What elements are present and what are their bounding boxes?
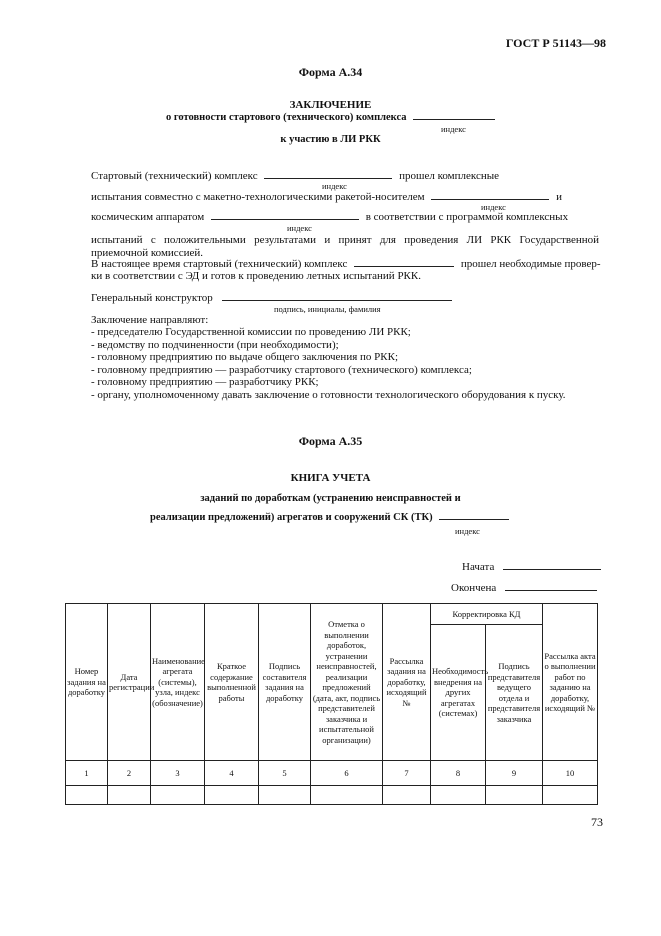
distribution-item: - головному предприятию — разработчику стартового (технического) комплекса; (91, 363, 472, 376)
table-cell[interactable] (66, 786, 108, 805)
p2-line: испытания совместно с макетно-технологическими ракетой-носителем и (91, 191, 562, 203)
table-cell[interactable] (259, 786, 311, 805)
distribution-list (91, 326, 566, 401)
started-line: Начата (462, 561, 601, 574)
p5-continued: ки в соответствии с ЭД и готов к проведению летных испытаний РКК. (91, 270, 421, 282)
standard-code: ГОСТ Р 51143—98 (505, 36, 606, 50)
chief-designer-line: Генеральный конструктор (91, 292, 452, 305)
form-34-title: Форма А.34 (298, 65, 363, 79)
distribution-item: - председателю Государственной комиссии по проведению ЛИ РКК; (91, 326, 411, 338)
col-header-work-summary: Краткое содержание выполненной работы (205, 604, 259, 761)
col-header-implementation-need: Необходимость внедрения на других агрегатах (системах) (431, 625, 486, 761)
col-number: 10 (543, 761, 598, 786)
complex-index-blank[interactable] (264, 178, 392, 179)
index-blank[interactable] (439, 519, 509, 520)
p4-text: испытаний с положительными результатами и принят для проведения ЛИ РКК Государственной приемочной комиссией. (91, 234, 599, 259)
distribution-item: - органу, уполномоченному давать заключение о готовности технологического оборудования к пуску. (91, 388, 566, 401)
col-number: 3 (151, 761, 205, 786)
col-number: 1 (66, 761, 108, 786)
form-34-heading: ЗАКЛЮЧЕНИЕ (289, 99, 372, 111)
p1-line: Стартовый (технический) комплекс прошел комплексные (91, 170, 499, 182)
index-caption: индекс (441, 124, 466, 134)
col-group-kd-correction: Корректировка КД (431, 604, 543, 625)
form-35-title: Форма А.35 (298, 434, 363, 448)
p3-line: космическим аппаратом в соответствии с программой комплексных (91, 211, 569, 223)
p5-line: В настоящее время стартовый (технический) комплекс прошел необходимые провер- (91, 258, 601, 270)
form-35-subtitle-2: реализации предложений) агрегатов и сооружений СК (ТК) (150, 512, 509, 523)
record-book-table (65, 603, 598, 805)
table-cell[interactable] (431, 786, 486, 805)
col-number: 7 (383, 761, 431, 786)
index-caption: индекс (287, 223, 312, 233)
col-header-completion-mark: Отметка о выполнении доработок, устранении неисправностей, реализации предложений (дата, акт, подпись представителей заказчика и испытательной организации) (311, 604, 383, 761)
index-caption: индекс (455, 526, 480, 536)
col-header-registration-date: Дата регистрации (108, 604, 151, 761)
col-number: 2 (108, 761, 151, 786)
table-row (66, 786, 598, 805)
index-blank[interactable] (413, 119, 495, 120)
spacecraft-index-blank[interactable] (211, 219, 359, 220)
form-34-subtitle-2: к участию в ЛИ РКК (280, 134, 381, 145)
signature-caption: подпись, инициалы, фамилия (274, 304, 381, 314)
col-number: 8 (431, 761, 486, 786)
col-number: 9 (486, 761, 543, 786)
finished-date-blank[interactable] (505, 590, 597, 591)
col-header-task-distribution: Рассылка задания на доработку, исходящий № (383, 604, 431, 761)
table-cell[interactable] (486, 786, 543, 805)
col-header-unit-name: Наименование агрегата (системы), узла, индекс (обозначение) (151, 604, 205, 761)
col-number: 6 (311, 761, 383, 786)
form-35-subtitle-1: заданий по доработкам (устранению неисправностей и (200, 493, 461, 504)
chief-designer-signature-blank[interactable] (222, 300, 452, 301)
col-number: 5 (259, 761, 311, 786)
col-header-representative-signature: Подпись представителя ведущего отдела и представителя заказчика (486, 625, 543, 761)
distribution-item: - ведомству по подчиненности (при необходимости); (91, 338, 339, 351)
distribution-title: Заключение направляют: (91, 314, 209, 326)
table-cell[interactable] (151, 786, 205, 805)
table-cell[interactable] (383, 786, 431, 805)
complex-index-blank-2[interactable] (354, 266, 454, 267)
form-34-subtitle-1: о готовности стартового (технического) комплекса (166, 112, 495, 123)
table-cell[interactable] (311, 786, 383, 805)
col-header-author-signature: Подпись составителя задания на доработку (259, 604, 311, 761)
finished-line: Окончена (451, 582, 597, 595)
started-date-blank[interactable] (503, 569, 601, 570)
col-header-act-distribution: Рассылка акта о выполнении работ по заданию на доработку, исходящий № (543, 604, 598, 761)
table-cell[interactable] (543, 786, 598, 805)
index-caption: индекс (481, 202, 506, 212)
page-number: 73 (591, 815, 603, 829)
table-cell[interactable] (205, 786, 259, 805)
rocket-index-blank[interactable] (431, 199, 549, 200)
form-35-heading: КНИГА УЧЕТА (290, 472, 371, 484)
col-number: 4 (205, 761, 259, 786)
col-header-task-number: Номер задания на доработку (66, 604, 108, 761)
table-cell[interactable] (108, 786, 151, 805)
distribution-item: - головному предприятию по выдаче общего заключения по РКК; (91, 351, 398, 363)
distribution-item: - головному предприятию — разработчику РКК; (91, 376, 319, 388)
index-caption: индекс (322, 181, 347, 191)
